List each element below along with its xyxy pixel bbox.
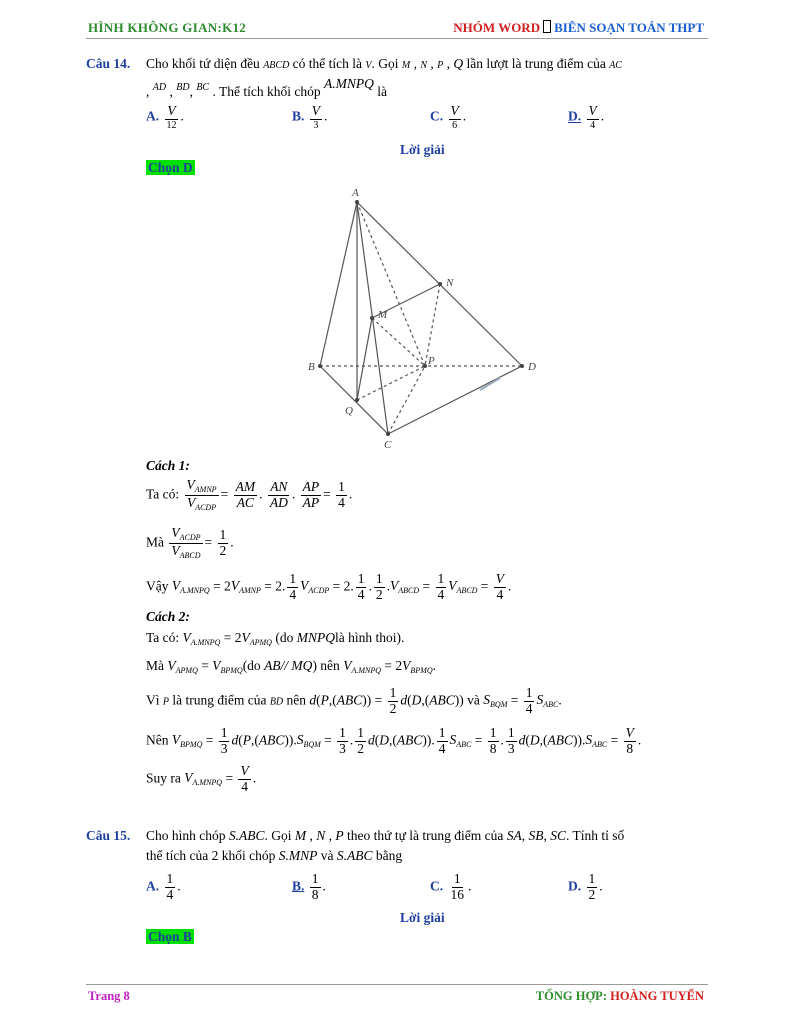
point-p-label: P — [428, 355, 435, 367]
tetrahedron-figure — [300, 180, 550, 452]
q14-solution-label: Lời giải — [400, 142, 445, 157]
header-right-red: NHÓM WORD — [453, 20, 541, 35]
cach2-line2: Mà $V_{APMQ} = V_{BPMQ}(do$ AB// MQ) nên $V_{A.MNPQ} = 2V_{BPMQ}$. — [146, 658, 436, 675]
q15-line1: Cho hình chóp S.ABC. Gọi M , N , P theo thứ tự là trung điểm của SA, SB, SC. Tính tỉ số — [146, 828, 625, 843]
point-d-label: D — [528, 361, 536, 373]
q15-option-a[interactable]: A. $\frac{1}{4}$ . — [146, 871, 181, 902]
cach2-line4: Nên $V_{BPMQ}$ = $\frac{1}{3}$ $d(P,(ABC)).S_{BQM}$ = $\frac{1}{3}$ . $\frac{1}{2}$ d(D,(ABC)). $\frac{1}{4}$ $S_{ABC}$ = $\frac{1}{8}$ . $\frac{1}{3}$ $d(D,(ABC)).S_{ABC}$ = $\frac{V}{8}$ . — [146, 725, 642, 756]
header-left: HÌNH KHÔNG GIAN:K12 — [88, 20, 247, 35]
footer-right: TỔNG HỢP: HOÀNG TUYẾN — [535, 989, 704, 1003]
q14-option-d[interactable]: D. $\frac{V}{4}$ . — [568, 103, 605, 131]
q15-line2: thể tích của 2 khối chóp S.MNP và S.ABC bằng — [146, 848, 403, 863]
footer-rule — [86, 984, 708, 985]
point-m-label: M — [378, 309, 388, 321]
q15-option-d[interactable]: D. $\frac{1}{2}$ . — [568, 871, 603, 902]
q14-option-c[interactable]: C. $\frac{V}{6}$ . — [430, 103, 467, 131]
cach2-heading: Cách 2: — [146, 609, 190, 624]
header-right — [453, 20, 704, 36]
cach1-line1: Ta có: $\frac{V_{AMNP}}{V_{ACDP}}$ = $\frac{AM}{AC}$ . $\frac{AN}{AD}$ . $\frac{AP}{AP}$ = $\frac{1}{4}$ . — [146, 477, 353, 512]
point-q-label: Q — [345, 405, 353, 417]
q14-line1: Cho khối tứ diện đều ABCD có thể tích là V. Gọi M , N , P , Q lần lượt là trung điểm của AC — [146, 56, 622, 71]
q15-chosen: Chọn B — [148, 929, 192, 944]
footer-page-number: Trang 8 — [88, 989, 130, 1003]
q15-label: Câu 15. — [86, 828, 131, 843]
q14-chosen: Chọn D — [148, 160, 193, 175]
point-a-label: A — [352, 187, 359, 199]
cach1-line3: Vậy $V_{A.MNPQ} = 2V_{AMNP} = 2$. $\frac{1}{4}$ $V_{ACDP} = 2$. $\frac{1}{4}$ . $\frac{1}{2}$ $.V_{ABCD}$ = $\frac{1}{4}$ $V_{ABCD}$ = $\frac{V}{4}$ . — [146, 571, 512, 602]
point-n-label: N — [446, 277, 454, 289]
q14-label: Câu 14. — [86, 56, 131, 71]
q15-option-c[interactable]: C. $\frac{1}{16}$ . — [430, 871, 472, 902]
cach2-line5: Suy ra $V_{A.MNPQ}$ = $\frac{V}{4}$ . — [146, 763, 257, 794]
point-c-label: C — [384, 439, 392, 451]
cach1-heading: Cách 1: — [146, 458, 190, 473]
q14-line2: , $^{AD}$ , $^{BD}$, $^{BC}$ . Thể tích khối chóp A.MNPQ là — [146, 76, 387, 99]
cach1-line2: Mà $\frac{V_{ACDP}}{V_{ABCD}}$ = $\frac{1}{2}$ . — [146, 525, 234, 560]
box-glyph-icon — [543, 20, 551, 33]
q14-option-b[interactable]: B. $\frac{V}{3}$ . — [292, 103, 328, 131]
header-right-blue: BIÊN SOẠN TOÁN THPT — [554, 20, 704, 35]
point-b-label: B — [308, 361, 315, 373]
q15-option-b[interactable]: B. $\frac{1}{8}$ . — [292, 871, 326, 902]
q15-solution-label: Lời giải — [400, 910, 445, 925]
header-rule — [86, 38, 708, 39]
cach2-line3: Vì P là trung điểm của BD nên d(P,(ABC)) = $\frac{1}{2}$ d(D,(ABC)) và $S_{BQM}$ = $\frac{1}{4}$ $S_{ABC}$. — [146, 685, 562, 716]
q14-option-a[interactable]: A. $\frac{V}{12}$ . — [146, 103, 184, 131]
cach2-line1: Ta có: $V_{A.MNPQ} = 2V_{APMQ}$ (do MNPQlà hình thoi). — [146, 630, 405, 647]
